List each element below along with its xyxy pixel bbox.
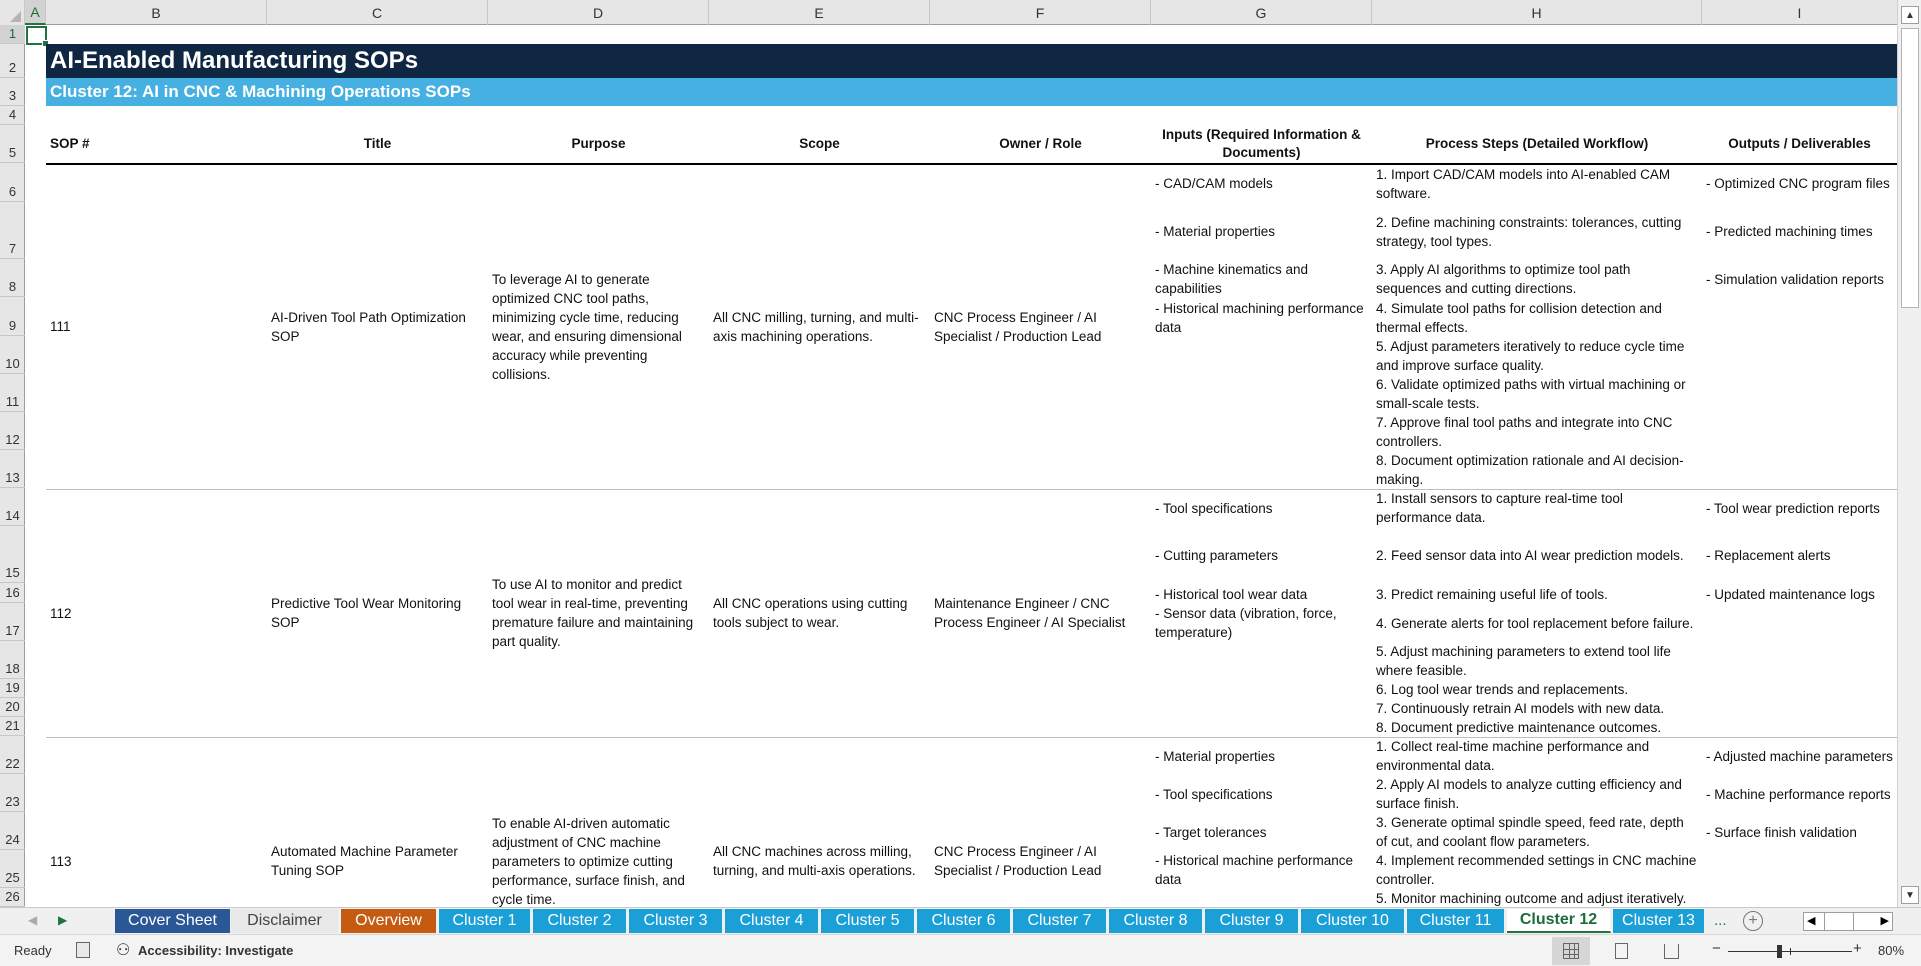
scroll-down-icon[interactable]: ▼ [1901, 886, 1919, 904]
sheet-tab-cluster-4[interactable]: Cluster 4 [725, 909, 819, 933]
sop-112-step-7[interactable]: 7. Continuously retrain AI models with new data. [1376, 701, 1665, 716]
selected-cell-a1[interactable] [26, 26, 47, 45]
sop-111-step-3[interactable]: 3. Apply AI algorithms to optimize tool path sequences and cutting directions. [1376, 262, 1631, 296]
sop-112-step-3[interactable]: 3. Predict remaining useful life of tools. [1376, 586, 1608, 602]
row-header-9[interactable]: 9 [0, 297, 25, 336]
row-header-25[interactable]: 25 [0, 850, 25, 888]
sop-111-id[interactable]: 111 [50, 319, 71, 334]
worksheet-grid[interactable] [26, 26, 1897, 907]
sop-112-input-3[interactable]: - Historical tool wear data [1155, 586, 1308, 602]
row-header-2[interactable]: 2 [0, 44, 25, 78]
sop-111-output-1[interactable]: - Optimized CNC program files [1706, 176, 1890, 191]
sop-112-step-1[interactable]: 1. Install sensors to capture real-time tool performance data. [1376, 491, 1623, 525]
tab-next-icon[interactable]: ▶ [58, 913, 68, 927]
sop-113-step-4[interactable]: 4. Implement recommended settings in CNC machine controller. [1376, 853, 1697, 887]
row-header-13[interactable]: 13 [0, 450, 25, 488]
column-header-f[interactable]: F [930, 0, 1151, 25]
sop-111-owner[interactable]: CNC Process Engineer / AI Specialist / Production Lead [934, 309, 1102, 344]
row-header-19[interactable]: 19 [0, 679, 25, 698]
sop-112-owner[interactable]: Maintenance Engineer / CNC Process Engineer / AI Specialist [934, 596, 1126, 630]
row-header-bar [0, 25, 25, 907]
sheet-tab-cluster-13[interactable]: Cluster 13 [1613, 909, 1705, 933]
sop-111-step-2[interactable]: 2. Define machining constraints: tolerances, cutting strategy, tool types. [1376, 214, 1682, 249]
sop-113-output-3[interactable]: - Surface finish validation [1706, 824, 1857, 840]
sop-113-output-1[interactable]: - Adjusted machine parameters [1706, 748, 1893, 764]
sop-113-owner[interactable]: CNC Process Engineer / AI Specialist / Production Lead [934, 844, 1102, 878]
sop-112-input-4[interactable]: - Sensor data (vibration, force, temperature) [1155, 606, 1337, 640]
vertical-scroll-thumb[interactable] [1901, 28, 1919, 308]
row-header-17[interactable]: 17 [0, 603, 25, 641]
row-header-10[interactable]: 10 [0, 336, 25, 374]
scroll-right-icon[interactable]: ▶ [1880, 915, 1889, 927]
scroll-up-icon[interactable]: ▲ [1901, 6, 1919, 24]
row-header-21[interactable]: 21 [0, 717, 25, 736]
sop-111-input-3[interactable]: - Machine kinematics and capabilities [1155, 262, 1309, 296]
column-header-bar [0, 0, 1897, 25]
page-break-icon [1664, 944, 1679, 959]
tab-prev-icon[interactable]: ◀ [28, 913, 38, 927]
zoom-slider-midmark [1790, 948, 1791, 955]
sheet-tab-overview[interactable]: Overview [341, 909, 437, 933]
sop-113-output-2[interactable]: - Machine performance reports [1706, 786, 1891, 802]
row-header-15[interactable]: 15 [0, 526, 25, 583]
sheet-tab-cluster-7[interactable]: Cluster 7 [1013, 909, 1107, 933]
column-header-h[interactable]: H [1372, 0, 1702, 25]
sop-113-scope[interactable]: All CNC machines across milling, turning, and multi-axis operations. [713, 844, 916, 878]
row-header-23[interactable]: 23 [0, 774, 25, 812]
sop-113-step-1[interactable]: 1. Collect real-time machine performance and environmental data. [1376, 739, 1650, 773]
row-header-12[interactable]: 12 [0, 412, 25, 450]
sop-113-purpose[interactable]: To enable AI-driven automatic adjustment of CNC machine parameters to optimize cutting performance, surface finish, and cycle time. [492, 815, 685, 907]
sop-112-purpose[interactable]: To use AI to monitor and predict tool wear in real-time, preventing premature failure and maintaining part quality. [492, 577, 694, 649]
row-header-1[interactable]: 1 [0, 25, 25, 44]
sop-113-input-3[interactable]: - Target tolerances [1155, 824, 1267, 840]
sop-112-scope[interactable]: All CNC operations using cutting tools subject to wear. [713, 596, 908, 630]
row-header-24[interactable]: 24 [0, 812, 25, 850]
sop-113-title[interactable]: Automated Machine Parameter Tuning SOP [271, 844, 458, 878]
sop-112-input-1[interactable]: - Tool specifications [1155, 500, 1273, 516]
sheet-tab-disclaimer[interactable]: Disclaimer [231, 909, 339, 933]
sheet-tab-cluster-11[interactable]: Cluster 11 [1407, 909, 1505, 933]
sop-111-output-2[interactable]: - Predicted machining times [1706, 224, 1873, 239]
column-header-e[interactable]: E [709, 0, 930, 25]
sop-112-step-5[interactable]: 5. Adjust machining parameters to extend tool life where feasible. [1376, 644, 1671, 678]
sop-112-step-8[interactable]: 8. Document predictive maintenance outcomes. [1376, 720, 1662, 735]
sheet-tab-cluster-3[interactable]: Cluster 3 [629, 909, 723, 933]
sop-112-id[interactable]: 112 [50, 605, 72, 621]
sop-112-step-4[interactable]: 4. Generate alerts for tool replacement before failure. [1376, 615, 1694, 631]
sop-113-step-2[interactable]: 2. Apply AI models to analyze cutting efficiency and surface finish. [1376, 777, 1682, 811]
column-header-i[interactable]: I [1797, 4, 1802, 21]
add-sheet-icon[interactable]: + [1743, 911, 1763, 931]
page-layout-icon [1615, 943, 1628, 959]
sop-111-step-6[interactable]: 6. Validate optimized paths with virtual machining or small-scale tests. [1376, 377, 1686, 411]
accessibility-status[interactable]: Accessibility: Investigate [138, 943, 294, 958]
column-header-g[interactable]: G [1151, 0, 1372, 25]
sop-112-title[interactable]: Predictive Tool Wear Monitoring SOP [271, 596, 462, 630]
sop-112-output-3[interactable]: - Updated maintenance logs [1706, 586, 1875, 602]
sop-113-step-5[interactable]: 5. Monitor machining outcome and adjust iteratively. [1376, 891, 1687, 906]
sheet-tab-bar [0, 907, 1921, 934]
sop-111-input-2[interactable]: - Material properties [1155, 224, 1276, 239]
sop-111-step-7[interactable]: 7. Approve final tool paths and integrate into CNC controllers. [1376, 415, 1673, 449]
cluster-subtitle-banner: Cluster 12: AI in CNC & Machining Operations SOPs [46, 78, 1897, 106]
row-header-7[interactable]: 7 [0, 202, 25, 259]
row-header-4[interactable]: 4 [0, 106, 25, 125]
status-bar [0, 934, 1921, 966]
sheet-tab-cluster-2[interactable]: Cluster 2 [533, 909, 627, 933]
sheet-title-banner: AI-Enabled Manufacturing SOPs [46, 44, 1897, 78]
sop-111-input-4[interactable]: - Historical machining performance data [1155, 300, 1364, 335]
sop-113-step-3[interactable]: 3. Generate optimal spindle speed, feed rate, depth of cut, and coolant flow parameters. [1376, 815, 1684, 849]
horizontal-scrollbar[interactable] [1803, 912, 1893, 931]
sop-111-step-5[interactable]: 5. Adjust parameters iteratively to reduce cycle time and improve surface quality. [1376, 339, 1685, 373]
status-ready: Ready [14, 943, 52, 958]
sop-112-input-2[interactable]: - Cutting parameters [1155, 548, 1279, 563]
zoom-slider[interactable] [1728, 951, 1852, 952]
cell-mode-icon[interactable] [76, 942, 90, 958]
header-purpose: Purpose [571, 135, 626, 151]
sop-111-scope[interactable]: All CNC milling, turning, and multi-axis machining operations. [713, 309, 919, 344]
row-header-18[interactable]: 18 [0, 641, 25, 679]
more-tabs-button[interactable]: ... [1714, 912, 1727, 929]
row-header-11[interactable]: 11 [0, 374, 25, 412]
sheet-tab-cluster-1[interactable]: Cluster 1 [439, 909, 531, 933]
column-header-c[interactable]: C [267, 0, 488, 25]
sop-111-purpose[interactable]: To leverage AI to generate optimized CNC tool paths, minimizing cycle time, reducing wear, and ensuring dimensional accuracy while preventing collisions. [492, 271, 682, 382]
sop-113-input-1[interactable]: - Material properties [1155, 748, 1276, 764]
sheet-tab-cluster-5[interactable]: Cluster 5 [821, 909, 915, 933]
zoom-slider-thumb[interactable] [1777, 945, 1782, 958]
sheet-tab-cover-sheet[interactable]: Cover Sheet [115, 909, 231, 933]
sop-111-step-4[interactable]: 4. Simulate tool paths for collision detection and thermal effects. [1376, 300, 1662, 335]
column-header-b[interactable]: B [46, 0, 267, 25]
page-layout-view-button[interactable] [1602, 937, 1640, 965]
sop-113-input-2[interactable]: - Tool specifications [1155, 786, 1273, 802]
grid-view-icon [1563, 943, 1579, 959]
row-header-16[interactable]: 16 [0, 583, 25, 603]
sop-112-output-2[interactable]: - Replacement alerts [1706, 548, 1831, 563]
sop-111-title[interactable]: AI-Driven Tool Path Optimization SOP [271, 309, 466, 344]
row-header-14[interactable]: 14 [0, 488, 25, 526]
header-sop-number: SOP # [50, 135, 90, 151]
row-header-6[interactable]: 6 [0, 163, 25, 202]
vertical-scrollbar[interactable] [1897, 0, 1921, 907]
sop-111-input-1[interactable]: - CAD/CAM models [1155, 176, 1273, 191]
column-header-a[interactable]: A [25, 0, 46, 25]
row-header-22[interactable]: 22 [0, 736, 25, 774]
zoom-in-button[interactable]: + [1853, 940, 1862, 957]
sop-112-step-6[interactable]: 6. Log tool wear trends and replacements. [1376, 682, 1629, 697]
header-scope: Scope [799, 135, 840, 151]
sop-112-step-2[interactable]: 2. Feed sensor data into AI wear prediction models. [1376, 548, 1684, 563]
row-header-8[interactable]: 8 [0, 259, 25, 297]
row-header-26[interactable]: 26 [0, 888, 25, 907]
row-header-5[interactable]: 5 [0, 125, 25, 163]
sheet-tab-cluster-8[interactable]: Cluster 8 [1109, 909, 1203, 933]
sheet-tab-cluster-6[interactable]: Cluster 6 [917, 909, 1011, 933]
select-all-button[interactable] [0, 0, 25, 25]
accessibility-icon[interactable]: ⚇ [116, 942, 131, 959]
sop-111-output-3[interactable]: - Simulation validation reports [1706, 271, 1884, 287]
header-inputs: Inputs (Required Information & Documents) [1162, 126, 1361, 160]
sop-112-output-1[interactable]: - Tool wear prediction reports [1706, 500, 1880, 516]
zoom-level[interactable]: 80% [1878, 943, 1905, 958]
horizontal-scroll-thumb[interactable] [1824, 913, 1854, 930]
header-title: Title [363, 135, 392, 151]
sop-113-id[interactable]: 113 [50, 853, 72, 869]
normal-view-button[interactable] [1552, 937, 1590, 965]
row-header-20[interactable]: 20 [0, 698, 25, 717]
sop-113-input-4[interactable]: - Historical machine performance data [1155, 853, 1354, 887]
sop-111-step-1[interactable]: 1. Import CAD/CAM models into AI-enabled CAM software. [1376, 166, 1671, 201]
header-outputs: Outputs / Deliverables [1728, 135, 1871, 151]
row-header-3[interactable]: 3 [0, 78, 25, 106]
sheet-tab-cluster-12[interactable]: Cluster 12 [1507, 909, 1611, 933]
scroll-left-icon[interactable]: ◀ [1807, 915, 1816, 927]
column-header-d[interactable]: D [488, 0, 709, 25]
page-break-view-button[interactable] [1652, 937, 1690, 965]
zoom-out-button[interactable]: − [1712, 940, 1721, 957]
header-process-steps: Process Steps (Detailed Workflow) [1425, 135, 1649, 151]
header-owner-role: Owner / Role [999, 135, 1082, 151]
sheet-tab-cluster-10[interactable]: Cluster 10 [1301, 909, 1405, 933]
sheet-tab-cluster-9[interactable]: Cluster 9 [1205, 909, 1299, 933]
sop-111-step-8[interactable]: 8. Document optimization rationale and AI decision-making. [1376, 453, 1684, 487]
